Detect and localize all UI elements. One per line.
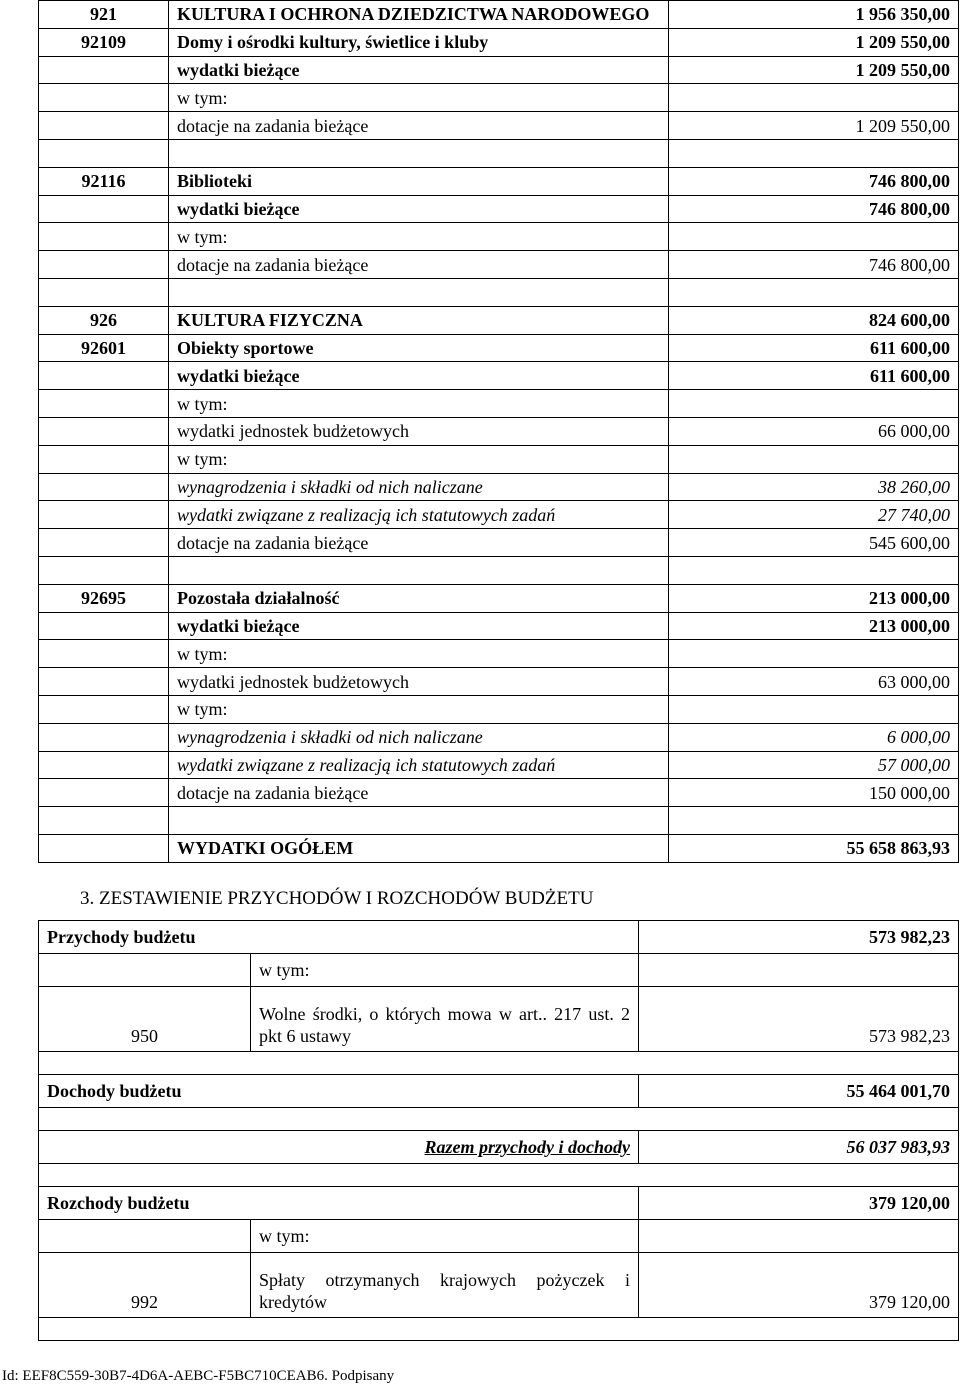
- row-amount: 63 000,00: [669, 668, 959, 696]
- row-code: 92109: [39, 28, 169, 56]
- table-row: [39, 640, 959, 668]
- row-code: [39, 195, 169, 223]
- row-code: [39, 612, 169, 640]
- razem-amount: 56 037 983,93: [639, 1131, 959, 1164]
- rozchody-desc-amount: 379 120,00: [639, 1253, 959, 1318]
- table-row: [39, 751, 959, 779]
- row-code: [39, 695, 169, 723]
- row-code: [39, 139, 169, 167]
- row-name: wydatki bieżące: [169, 612, 669, 640]
- row-amount: 57 000,00: [669, 751, 959, 779]
- dochody-row: [39, 1075, 959, 1108]
- row-name: wydatki jednostek budżetowych: [169, 668, 669, 696]
- table-row: [39, 529, 959, 557]
- row-amount: 66 000,00: [669, 417, 959, 445]
- table-row: [39, 195, 959, 223]
- row-amount: 1 209 550,00: [669, 56, 959, 84]
- table-row: [39, 167, 959, 195]
- row-name: KULTURA I OCHRONA DZIEDZICTWA NARODOWEGO: [169, 1, 669, 29]
- row-amount: 55 658 863,93: [669, 834, 959, 862]
- rozchody-label: Rozchody budżetu: [39, 1187, 639, 1220]
- rozchody-desc: Spłaty otrzymanych krajowych pożyczek i kredytów: [251, 1253, 639, 1318]
- table-row: [39, 251, 959, 279]
- row-name: w tym:: [169, 84, 669, 112]
- row-amount: [669, 640, 959, 668]
- row-name: Domy i ośrodki kultury, świetlice i kluby: [169, 28, 669, 56]
- rozchody-detail-row: [39, 1253, 959, 1318]
- table-row: [39, 473, 959, 501]
- row-name: wydatki bieżące: [169, 56, 669, 84]
- przychody-label: Przychody budżetu: [39, 921, 639, 954]
- row-code: [39, 417, 169, 445]
- row-code: [39, 112, 169, 140]
- row-name: [169, 556, 669, 584]
- row-amount: 611 600,00: [669, 362, 959, 390]
- table-row: [39, 28, 959, 56]
- row-code: [39, 834, 169, 862]
- row-code: [39, 668, 169, 696]
- row-code: [39, 223, 169, 251]
- row-name: wynagrodzenia i składki od nich naliczane: [169, 473, 669, 501]
- row-amount: 545 600,00: [669, 529, 959, 557]
- row-code: [39, 779, 169, 807]
- row-name: [169, 807, 669, 835]
- table-row: [39, 56, 959, 84]
- row-amount: [669, 445, 959, 473]
- table-row: [39, 417, 959, 445]
- row-code: [39, 84, 169, 112]
- row-code: [39, 723, 169, 751]
- row-name: WYDATKI OGÓŁEM: [169, 834, 669, 862]
- dochody-label: Dochody budżetu: [39, 1075, 639, 1108]
- row-amount: [669, 807, 959, 835]
- row-name: w tym:: [169, 223, 669, 251]
- przychody-wtym-row: [39, 954, 959, 987]
- row-amount: 1 956 350,00: [669, 1, 959, 29]
- table-row: [39, 807, 959, 835]
- table-row: [39, 556, 959, 584]
- row-amount: 213 000,00: [669, 584, 959, 612]
- row-name: w tym:: [169, 390, 669, 418]
- row-code: [39, 751, 169, 779]
- table-row: [39, 334, 959, 362]
- table-row: [39, 584, 959, 612]
- row-code: [39, 445, 169, 473]
- row-code: [39, 362, 169, 390]
- revenue-expenditure-table: [38, 920, 959, 1341]
- row-amount: 824 600,00: [669, 306, 959, 334]
- row-amount: [669, 139, 959, 167]
- row-code: [39, 251, 169, 279]
- row-amount: 27 740,00: [669, 501, 959, 529]
- table-row: [39, 390, 959, 418]
- row-amount: 746 800,00: [669, 251, 959, 279]
- row-name: [169, 278, 669, 306]
- row-amount: [669, 556, 959, 584]
- row-name: Pozostała działalność: [169, 584, 669, 612]
- table-row: [39, 612, 959, 640]
- row-name: wydatki jednostek budżetowych: [169, 417, 669, 445]
- przychody-desc: Wolne środki, o których mowa w art.. 217 ust. 2 pkt 6 ustawy: [251, 987, 639, 1052]
- table-row: [39, 112, 959, 140]
- row-amount: 1 209 550,00: [669, 112, 959, 140]
- row-name: Biblioteki: [169, 167, 669, 195]
- table-row: [39, 84, 959, 112]
- row-amount: 746 800,00: [669, 167, 959, 195]
- table-row: [39, 278, 959, 306]
- table-row: [39, 695, 959, 723]
- przychody-code: 950: [39, 987, 251, 1052]
- table-row: [39, 779, 959, 807]
- przychody-amount: 573 982,23: [639, 921, 959, 954]
- row-code: [39, 529, 169, 557]
- row-amount: 213 000,00: [669, 612, 959, 640]
- row-code: [39, 640, 169, 668]
- table-row: [39, 306, 959, 334]
- row-name: dotacje na zadania bieżące: [169, 529, 669, 557]
- row-amount: [669, 84, 959, 112]
- table-row: [39, 223, 959, 251]
- row-name: dotacje na zadania bieżące: [169, 112, 669, 140]
- table-row: [39, 362, 959, 390]
- row-name: wydatki bieżące: [169, 362, 669, 390]
- przychody-row: [39, 921, 959, 954]
- row-amount: 38 260,00: [669, 473, 959, 501]
- row-code: [39, 473, 169, 501]
- przychody-detail-row: [39, 987, 959, 1052]
- row-code: [39, 556, 169, 584]
- row-amount: 150 000,00: [669, 779, 959, 807]
- row-code: [39, 390, 169, 418]
- row-amount: [669, 390, 959, 418]
- table-row: [39, 139, 959, 167]
- rozchody-wtym-row: [39, 1220, 959, 1253]
- expense-table-body: [39, 1, 959, 863]
- expense-table: [38, 0, 959, 863]
- row-amount: [669, 278, 959, 306]
- dochody-amount: 55 464 001,70: [639, 1075, 959, 1108]
- row-code: [39, 807, 169, 835]
- table-row: [39, 668, 959, 696]
- row-code: 92116: [39, 167, 169, 195]
- row-name: w tym:: [169, 640, 669, 668]
- row-code: 926: [39, 306, 169, 334]
- row-name: KULTURA FIZYCZNA: [169, 306, 669, 334]
- row-code: 921: [39, 1, 169, 29]
- row-amount: 6 000,00: [669, 723, 959, 751]
- rozchody-code: 992: [39, 1253, 251, 1318]
- row-name: wydatki związane z realizacją ich statutowych zadań: [169, 751, 669, 779]
- table-row: [39, 1, 959, 29]
- row-name: [169, 139, 669, 167]
- section-heading: 3. ZESTAWIENIE PRZYCHODÓW I ROZCHODÓW BUDŻETU: [80, 888, 594, 909]
- przychody-wtym: w tym:: [251, 954, 639, 987]
- row-name: wydatki bieżące: [169, 195, 669, 223]
- row-name: wynagrodzenia i składki od nich naliczane: [169, 723, 669, 751]
- row-name: w tym:: [169, 445, 669, 473]
- razem-label: Razem przychody i dochody: [39, 1131, 639, 1164]
- table-row: [39, 445, 959, 473]
- row-code: 92695: [39, 584, 169, 612]
- row-name: w tym:: [169, 695, 669, 723]
- row-amount: [669, 695, 959, 723]
- razem-row: [39, 1131, 959, 1164]
- przychody-desc-amount: 573 982,23: [639, 987, 959, 1052]
- row-amount: 1 209 550,00: [669, 28, 959, 56]
- row-name: dotacje na zadania bieżące: [169, 251, 669, 279]
- row-name: Obiekty sportowe: [169, 334, 669, 362]
- rozchody-row: [39, 1187, 959, 1220]
- table-row: [39, 723, 959, 751]
- row-name: dotacje na zadania bieżące: [169, 779, 669, 807]
- row-code: [39, 501, 169, 529]
- row-amount: 611 600,00: [669, 334, 959, 362]
- table-row: [39, 834, 959, 862]
- document-id-footer: Id: EEF8C559-30B7-4D6A-AEBC-F5BC710CEAB6. Podpisany: [2, 1368, 395, 1384]
- row-amount: 746 800,00: [669, 195, 959, 223]
- rozchody-amount: 379 120,00: [639, 1187, 959, 1220]
- row-code: 92601: [39, 334, 169, 362]
- row-code: [39, 56, 169, 84]
- row-name: wydatki związane z realizacją ich statutowych zadań: [169, 501, 669, 529]
- rozchody-wtym: w tym:: [251, 1220, 639, 1253]
- table-row: [39, 501, 959, 529]
- row-code: [39, 278, 169, 306]
- row-amount: [669, 223, 959, 251]
